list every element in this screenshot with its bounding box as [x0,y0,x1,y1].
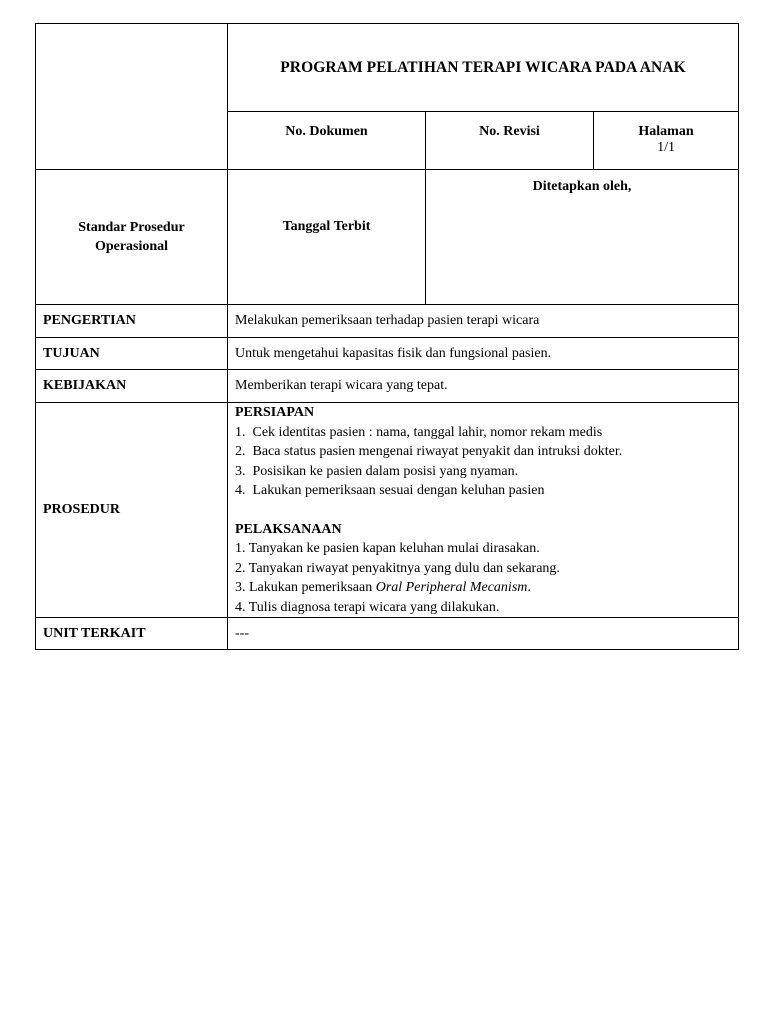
sop-label: Standar Prosedur Operasional [36,170,228,305]
no-dokumen-label: No. Dokumen [228,112,426,170]
pengertian-label: PENGERTIAN [36,305,228,338]
tujuan-value: Untuk mengetahui kapasitas fisik dan fungsional pasien. [228,338,739,370]
document-title: PROGRAM PELATIHAN TERAPI WICARA PADA ANAK [228,24,739,112]
row-pengertian [36,305,739,338]
unit-terkait-value: --- [228,618,739,650]
no-revisi-label: No. Revisi [426,112,594,170]
row-prosedur [36,403,739,618]
pelaksanaan-list [235,539,731,617]
pengertian-value: Melakukan pemeriksaan terhadap pasien terapi wicara [228,305,739,338]
persiapan-item: 3. Posisikan ke pasien dalam posisi yang nyaman. [235,463,519,479]
content-table [35,304,739,650]
unit-terkait-label: UNIT TERKAIT [36,618,228,650]
persiapan-list [235,423,731,501]
pelaksanaan-item: 4. Tulis diagnosa terapi wicara yang dilakukan. [235,599,500,615]
persiapan-item: 2. Baca status pasien mengenai riwayat penyakit dan intruksi dokter. [235,444,623,459]
kebijakan-value: Memberikan terapi wicara yang tepat. [228,370,739,403]
row-kebijakan [36,370,739,403]
halaman-value: 1/1 [657,140,675,155]
persiapan-title: PERSIAPAN [235,405,315,420]
prosedur-content [228,403,739,618]
halaman-label: Halaman [638,124,694,139]
ditetapkan-oleh-label: Ditetapkan oleh, [426,170,739,305]
pelaksanaan-item: 3. Lakukan pemeriksaan Oral Peripheral Mecanism. [235,580,531,595]
persiapan-item: 4. Lakukan pemeriksaan sesuai dengan keluhan pasien [235,483,545,498]
header-table [35,23,739,305]
logo-cell [36,24,228,170]
row-unit-terkait [36,618,739,650]
tujuan-label: TUJUAN [36,338,228,370]
tanggal-terbit-label: Tanggal Terbit [228,170,426,305]
row-tujuan [36,338,739,370]
pelaksanaan-title: PELAKSANAAN [235,521,342,537]
persiapan-item: 1. Cek identitas pasien : nama, tanggal lahir, nomor rekam medis [235,424,603,440]
kebijakan-label: KEBIJAKAN [36,370,228,403]
oral-peripheral-mecanism: Oral Peripheral Mecanism [375,580,528,595]
sop-document [35,23,738,650]
prosedur-label: PROSEDUR [36,403,228,618]
halaman-cell [594,112,739,170]
pelaksanaan-item: 2. Tanyakan riwayat penyakitnya yang dulu dan sekarang. [235,560,560,576]
pelaksanaan-item: 1. Tanyakan ke pasien kapan keluhan mulai dirasakan. [235,541,540,556]
